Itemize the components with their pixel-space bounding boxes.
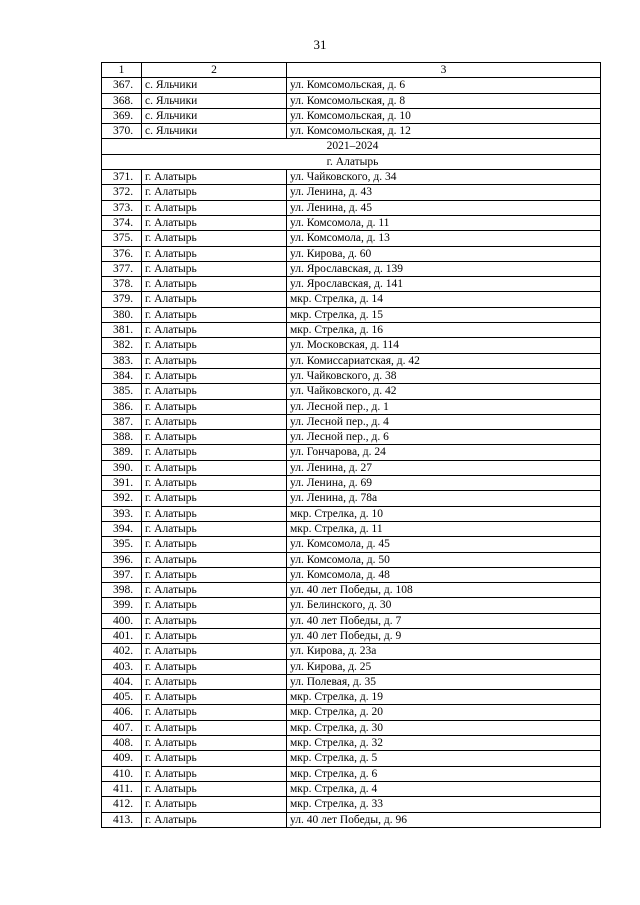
address-cell: ул. Ленина, д. 69 — [287, 476, 601, 491]
address-cell: мкр. Стрелка, д. 10 — [287, 506, 601, 521]
row-number: 398. — [102, 583, 142, 598]
row-number: 407. — [102, 720, 142, 735]
column-number-row — [102, 63, 601, 78]
table-row — [102, 766, 601, 781]
settlement-cell: г. Алатырь — [142, 797, 287, 812]
settlement-cell: г. Алатырь — [142, 751, 287, 766]
table-row — [102, 781, 601, 796]
table-body — [102, 78, 601, 828]
address-cell: мкр. Стрелка, д. 11 — [287, 521, 601, 536]
row-number: 369. — [102, 108, 142, 123]
settlement-cell: г. Алатырь — [142, 537, 287, 552]
table-row — [102, 338, 601, 353]
row-number: 403. — [102, 659, 142, 674]
address-cell: ул. Лесной пер., д. 4 — [287, 414, 601, 429]
address-cell: ул. Ленина, д. 43 — [287, 185, 601, 200]
table-row — [102, 307, 601, 322]
address-cell: ул. Ярославская, д. 141 — [287, 277, 601, 292]
table-row — [102, 78, 601, 93]
address-cell: ул. Белинского, д. 30 — [287, 598, 601, 613]
table-row — [102, 690, 601, 705]
address-cell: ул. 40 лет Победы, д. 9 — [287, 628, 601, 643]
row-number: 385. — [102, 384, 142, 399]
row-number: 412. — [102, 797, 142, 812]
settlement-cell: г. Алатырь — [142, 384, 287, 399]
table-row — [102, 812, 601, 827]
column-header-2: 2 — [142, 63, 287, 78]
row-number: 388. — [102, 430, 142, 445]
settlement-cell: г. Алатырь — [142, 414, 287, 429]
settlement-cell: г. Алатырь — [142, 231, 287, 246]
table-row — [102, 445, 601, 460]
address-cell: ул. Ярославская, д. 139 — [287, 261, 601, 276]
settlement-cell: г. Алатырь — [142, 613, 287, 628]
table-row — [102, 108, 601, 123]
settlement-cell: с. Яльчики — [142, 78, 287, 93]
address-cell: ул. Кирова, д. 60 — [287, 246, 601, 261]
table-row — [102, 170, 601, 185]
address-cell: ул. Чайковского, д. 38 — [287, 368, 601, 383]
settlement-cell: г. Алатырь — [142, 246, 287, 261]
settlement-cell: г. Алатырь — [142, 628, 287, 643]
address-cell: ул. Комсомольская, д. 8 — [287, 93, 601, 108]
settlement-cell: с. Яльчики — [142, 93, 287, 108]
settlement-cell: г. Алатырь — [142, 323, 287, 338]
table-row — [102, 231, 601, 246]
address-cell: ул. Чайковского, д. 34 — [287, 170, 601, 185]
address-cell: мкр. Стрелка, д. 14 — [287, 292, 601, 307]
table-row — [102, 261, 601, 276]
address-cell: ул. Кирова, д. 25 — [287, 659, 601, 674]
settlement-cell: г. Алатырь — [142, 781, 287, 796]
settlement-cell: г. Алатырь — [142, 170, 287, 185]
settlement-cell: с. Яльчики — [142, 108, 287, 123]
address-cell: ул. Комсомола, д. 48 — [287, 567, 601, 582]
table-row — [102, 277, 601, 292]
address-cell: ул. 40 лет Победы, д. 7 — [287, 613, 601, 628]
table-row — [102, 414, 601, 429]
row-number: 393. — [102, 506, 142, 521]
address-cell: ул. Комиссариатская, д. 42 — [287, 353, 601, 368]
table-row — [102, 674, 601, 689]
row-number: 387. — [102, 414, 142, 429]
address-cell: ул. Гончарова, д. 24 — [287, 445, 601, 460]
row-number: 375. — [102, 231, 142, 246]
settlement-cell: г. Алатырь — [142, 705, 287, 720]
settlement-cell: г. Алатырь — [142, 399, 287, 414]
address-cell: мкр. Стрелка, д. 30 — [287, 720, 601, 735]
table-row — [102, 552, 601, 567]
settlement-cell: г. Алатырь — [142, 583, 287, 598]
settlement-cell: г. Алатырь — [142, 598, 287, 613]
row-number: 372. — [102, 185, 142, 200]
settlement-cell: г. Алатырь — [142, 644, 287, 659]
address-cell: мкр. Стрелка, д. 4 — [287, 781, 601, 796]
row-number: 371. — [102, 170, 142, 185]
section-header: 2021–2024 — [102, 139, 601, 154]
table-row — [102, 353, 601, 368]
table-row — [102, 430, 601, 445]
table-row — [102, 384, 601, 399]
address-cell: мкр. Стрелка, д. 5 — [287, 751, 601, 766]
table-row — [102, 200, 601, 215]
table-row — [102, 506, 601, 521]
table-row — [102, 644, 601, 659]
table-row — [102, 751, 601, 766]
row-number: 380. — [102, 307, 142, 322]
row-number: 410. — [102, 766, 142, 781]
address-cell: ул. 40 лет Победы, д. 96 — [287, 812, 601, 827]
settlement-cell: г. Алатырь — [142, 521, 287, 536]
row-number: 378. — [102, 277, 142, 292]
settlement-cell: г. Алатырь — [142, 690, 287, 705]
settlement-cell: г. Алатырь — [142, 215, 287, 230]
settlement-cell: г. Алатырь — [142, 506, 287, 521]
settlement-cell: г. Алатырь — [142, 261, 287, 276]
address-cell: ул. 40 лет Победы, д. 108 — [287, 583, 601, 598]
address-cell: ул. Комсомольская, д. 12 — [287, 124, 601, 139]
row-number: 404. — [102, 674, 142, 689]
table-row — [102, 93, 601, 108]
settlement-cell: г. Алатырь — [142, 674, 287, 689]
address-cell: ул. Лесной пер., д. 6 — [287, 430, 601, 445]
settlement-cell: г. Алатырь — [142, 307, 287, 322]
settlement-cell: г. Алатырь — [142, 277, 287, 292]
row-number: 367. — [102, 78, 142, 93]
table-row — [102, 476, 601, 491]
address-cell: ул. Комсомола, д. 13 — [287, 231, 601, 246]
settlement-cell: г. Алатырь — [142, 185, 287, 200]
row-number: 390. — [102, 460, 142, 475]
row-number: 400. — [102, 613, 142, 628]
address-cell: мкр. Стрелка, д. 6 — [287, 766, 601, 781]
table-row — [102, 583, 601, 598]
address-cell: ул. Комсомольская, д. 10 — [287, 108, 601, 123]
address-cell: мкр. Стрелка, д. 33 — [287, 797, 601, 812]
row-number: 370. — [102, 124, 142, 139]
row-number: 405. — [102, 690, 142, 705]
address-cell: ул. Ленина, д. 78а — [287, 491, 601, 506]
settlement-cell: с. Яльчики — [142, 124, 287, 139]
row-number: 401. — [102, 628, 142, 643]
address-cell: мкр. Стрелка, д. 16 — [287, 323, 601, 338]
settlement-cell: г. Алатырь — [142, 368, 287, 383]
row-number: 394. — [102, 521, 142, 536]
table-row — [102, 399, 601, 414]
table-row — [102, 124, 601, 139]
settlement-cell: г. Алатырь — [142, 445, 287, 460]
address-cell: ул. Ленина, д. 45 — [287, 200, 601, 215]
row-number: 396. — [102, 552, 142, 567]
settlement-cell: г. Алатырь — [142, 720, 287, 735]
row-number: 395. — [102, 537, 142, 552]
address-cell: мкр. Стрелка, д. 32 — [287, 736, 601, 751]
table-row — [102, 246, 601, 261]
section-header-row — [102, 154, 601, 169]
address-cell: ул. Кирова, д. 23а — [287, 644, 601, 659]
settlement-cell: г. Алатырь — [142, 812, 287, 827]
table-row — [102, 491, 601, 506]
settlement-cell: г. Алатырь — [142, 736, 287, 751]
row-number: 408. — [102, 736, 142, 751]
settlement-cell: г. Алатырь — [142, 491, 287, 506]
settlement-cell: г. Алатырь — [142, 338, 287, 353]
page-number: 31 — [313, 37, 327, 52]
row-number: 377. — [102, 261, 142, 276]
row-number: 413. — [102, 812, 142, 827]
table-row — [102, 567, 601, 582]
table-row — [102, 368, 601, 383]
row-number: 389. — [102, 445, 142, 460]
settlement-cell: г. Алатырь — [142, 460, 287, 475]
row-number: 409. — [102, 751, 142, 766]
table-row — [102, 292, 601, 307]
table-row — [102, 705, 601, 720]
table-row — [102, 628, 601, 643]
settlement-cell: г. Алатырь — [142, 552, 287, 567]
table-row — [102, 323, 601, 338]
settlement-cell: г. Алатырь — [142, 766, 287, 781]
section-header-row — [102, 139, 601, 154]
address-cell: ул. Московская, д. 114 — [287, 338, 601, 353]
row-number: 402. — [102, 644, 142, 659]
address-cell: ул. Ленина, д. 27 — [287, 460, 601, 475]
address-cell: ул. Лесной пер., д. 1 — [287, 399, 601, 414]
settlement-cell: г. Алатырь — [142, 353, 287, 368]
column-header-3: 3 — [287, 63, 601, 78]
table-row — [102, 659, 601, 674]
row-number: 411. — [102, 781, 142, 796]
address-cell: ул. Комсомольская, д. 6 — [287, 78, 601, 93]
address-cell: мкр. Стрелка, д. 15 — [287, 307, 601, 322]
address-cell: ул. Чайковского, д. 42 — [287, 384, 601, 399]
row-number: 373. — [102, 200, 142, 215]
row-number: 379. — [102, 292, 142, 307]
row-number: 384. — [102, 368, 142, 383]
table-row — [102, 613, 601, 628]
row-number: 397. — [102, 567, 142, 582]
row-number: 399. — [102, 598, 142, 613]
row-number: 368. — [102, 93, 142, 108]
address-cell: мкр. Стрелка, д. 19 — [287, 690, 601, 705]
column-header-1: 1 — [102, 63, 142, 78]
address-cell: мкр. Стрелка, д. 20 — [287, 705, 601, 720]
table-row — [102, 537, 601, 552]
row-number: 406. — [102, 705, 142, 720]
section-header: г. Алатырь — [102, 154, 601, 169]
settlement-cell: г. Алатырь — [142, 567, 287, 582]
row-number: 392. — [102, 491, 142, 506]
table-row — [102, 720, 601, 735]
table-row — [102, 797, 601, 812]
address-table — [101, 62, 601, 828]
settlement-cell: г. Алатырь — [142, 200, 287, 215]
settlement-cell: г. Алатырь — [142, 476, 287, 491]
row-number: 383. — [102, 353, 142, 368]
row-number: 376. — [102, 246, 142, 261]
address-cell: ул. Полевая, д. 35 — [287, 674, 601, 689]
row-number: 381. — [102, 323, 142, 338]
settlement-cell: г. Алатырь — [142, 292, 287, 307]
row-number: 386. — [102, 399, 142, 414]
settlement-cell: г. Алатырь — [142, 430, 287, 445]
table-row — [102, 215, 601, 230]
settlement-cell: г. Алатырь — [142, 659, 287, 674]
address-cell: ул. Комсомола, д. 50 — [287, 552, 601, 567]
row-number: 374. — [102, 215, 142, 230]
table-row — [102, 598, 601, 613]
table-row — [102, 736, 601, 751]
table-row — [102, 185, 601, 200]
address-cell: ул. Комсомола, д. 45 — [287, 537, 601, 552]
row-number: 391. — [102, 476, 142, 491]
table-row — [102, 521, 601, 536]
row-number: 382. — [102, 338, 142, 353]
address-cell: ул. Комсомола, д. 11 — [287, 215, 601, 230]
table-row — [102, 460, 601, 475]
